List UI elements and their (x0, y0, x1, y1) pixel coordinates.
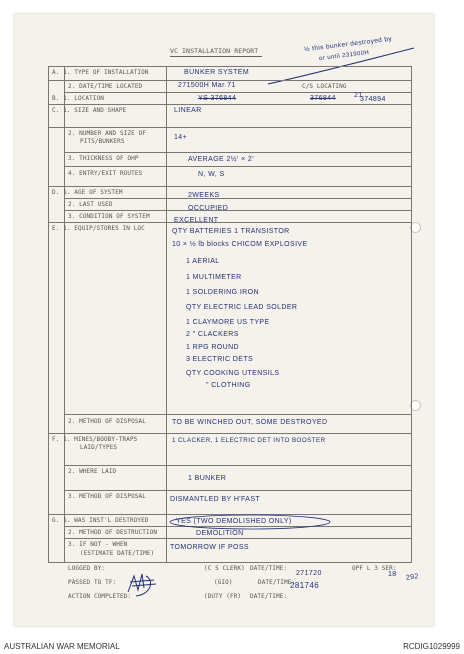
signature (124, 570, 160, 600)
row-c1-value: LINEAR (174, 107, 202, 114)
row-c2-label-2: PITS/BUNKERS (80, 138, 125, 145)
row-f1-label-2: LAID/TYPES (80, 444, 118, 451)
date-time-2-value: 281746 (290, 581, 320, 590)
gio-label: (GIO) (214, 579, 233, 586)
equip-item: 1 SOLDERING IRON (186, 289, 259, 296)
grid-col-letter (64, 66, 65, 562)
row-g3-label-2: (ESTIMATE DATE/TIME) (80, 550, 155, 557)
margin-number: 292 (405, 573, 420, 582)
row-g1-value: YES (TWO DEMOLISHED ONLY) (176, 518, 292, 525)
row-e1-label: E. 1. EQUIP/STORES IN LOC (52, 225, 145, 232)
row-c4-label: 4. ENTRY/EXIT ROUTES (68, 170, 143, 177)
row-a2-label: 2. DATE/TIME LOCATED (68, 83, 143, 90)
archive-name: AUSTRALIAN WAR MEMORIAL (4, 642, 120, 651)
grid-top (48, 66, 412, 67)
row-d3-value: EXCELLENT (174, 217, 219, 224)
equip-item: QTY ELECTRIC LEAD SOLDER (186, 304, 298, 311)
row-c2-value: 14+ (174, 134, 188, 141)
row-g2-value: DEMOLITION (196, 530, 244, 537)
title-underline (170, 56, 262, 57)
row-d2-value: OCCUPIED (188, 205, 229, 212)
opf-label: OPF L 3 SER: (352, 565, 397, 572)
report-title: VC INSTALLATION REPORT (170, 47, 259, 55)
equip-item: 1 RPG ROUND (186, 344, 240, 351)
top-note: ½ this bunker destroyed by (303, 35, 393, 54)
row-e2-label: 2. METHOD OF DISPOSAL (68, 418, 146, 425)
row-c3-label: 3. THICKNESS OF OHP (68, 155, 139, 162)
logged-by-label: LOGGED BY: (68, 565, 106, 572)
equip-item: " CLOTHING (206, 382, 251, 389)
opf-value: 18 (388, 571, 397, 578)
row-d1-label: D. 1. AGE OF SYSTEM (52, 189, 123, 196)
equip-item: 1 CLAYMORE US TYPE (186, 319, 270, 326)
cs-clerk-label: (C S CLERK) (204, 565, 245, 572)
row-d2-label: 2. LAST USED (68, 201, 113, 208)
equip-item: QTY BATTERIES 1 TRANSISTOR (172, 228, 290, 235)
duty-label: (DUTY (FR) (204, 593, 242, 600)
row-d1-value: 2WEEKS (188, 192, 220, 199)
grid-bottom (48, 562, 412, 563)
archive-id: RCDIG1029999 (403, 642, 460, 651)
row-c1-label: C. 1. SIZE AND SHAPE (52, 107, 127, 114)
row-f1-value: 1 CLACKER, 1 ELECTRIC DET INTO BOOSTER (172, 437, 326, 444)
row-c3-value: AVERAGE 2½' × 2' (188, 156, 254, 163)
row-c4-value: N, W, S (198, 171, 225, 178)
row-f3-value: DISMANTLED BY H'FAST (170, 496, 261, 503)
report-page (14, 14, 434, 626)
row-a1-label: A. 1. TYPE OF INSTALLATION (52, 69, 149, 76)
row-g3-value: TOMORROW IF POSS (170, 544, 249, 551)
equip-item: 10 × ½ lb blocks CHICOM EXPLOSIVE (172, 241, 308, 248)
archive-footer (0, 634, 464, 654)
row-d3-label: 3. CONDITION OF SYSTEM (68, 213, 150, 220)
equip-item: 3 ELECTRIC DETS (186, 356, 254, 363)
action-completed-label: ACTION COMPLETED: (68, 593, 132, 600)
row-b1-value-2: 376844 (310, 95, 336, 102)
row-e2-value: TO BE WINCHED OUT, SOME DESTROYED (172, 419, 328, 426)
row-f1-label: F. 1. MINES/BOOBY-TRAPS (52, 436, 138, 443)
equip-item: 2 " CLACKERS (186, 331, 239, 338)
row-c2-label: 2. NUMBER AND SIZE OF (68, 130, 146, 137)
row-b1-value-3: 374894 (360, 96, 386, 103)
passed-to-label: PASSED TO TF: (68, 579, 117, 586)
equip-item: QTY COOKING UTENSILS (186, 370, 280, 377)
row-b1-label: B. 1. LOCATION (52, 95, 104, 102)
circle-mark (168, 513, 332, 531)
row-b1-value: YS 376844 (198, 95, 237, 102)
row-a2-value: 271500H Mar 71 (178, 82, 236, 89)
row-g1-label: G. 1. WAS INST'L DESTROYED (52, 517, 149, 524)
top-note-2: or until 231900H (318, 49, 370, 63)
date-time-1-value: 271720 (296, 570, 322, 577)
grid-col-label (166, 66, 167, 562)
row-g3-label: 3. IF NOT - WHEN (68, 541, 128, 548)
cs-locating-label: C/S LOCATING (302, 83, 347, 90)
date-time-2-label: DATE/TIME: (258, 579, 296, 586)
date-time-1-label: DATE/TIME: (250, 565, 288, 572)
equip-item: 1 MULTIMETER (186, 274, 242, 281)
row-f3-label: 3. METHOD OF DISPOSAL (68, 493, 146, 500)
grid-left (48, 66, 49, 562)
equip-item: 1 AERIAL (186, 258, 220, 265)
row-f2-value: 1 BUNKER (188, 475, 227, 482)
date-time-3-label: DATE/TIME: (250, 593, 288, 600)
row-g2-label: 2. METHOD OF DESTRUCTION (68, 529, 158, 536)
row-a1-value: BUNKER SYSTEM (184, 69, 250, 76)
row-f2-label: 2. WHERE LAID (68, 468, 117, 475)
grid-right (411, 66, 412, 562)
cs-locating-value: 21 (354, 92, 363, 99)
